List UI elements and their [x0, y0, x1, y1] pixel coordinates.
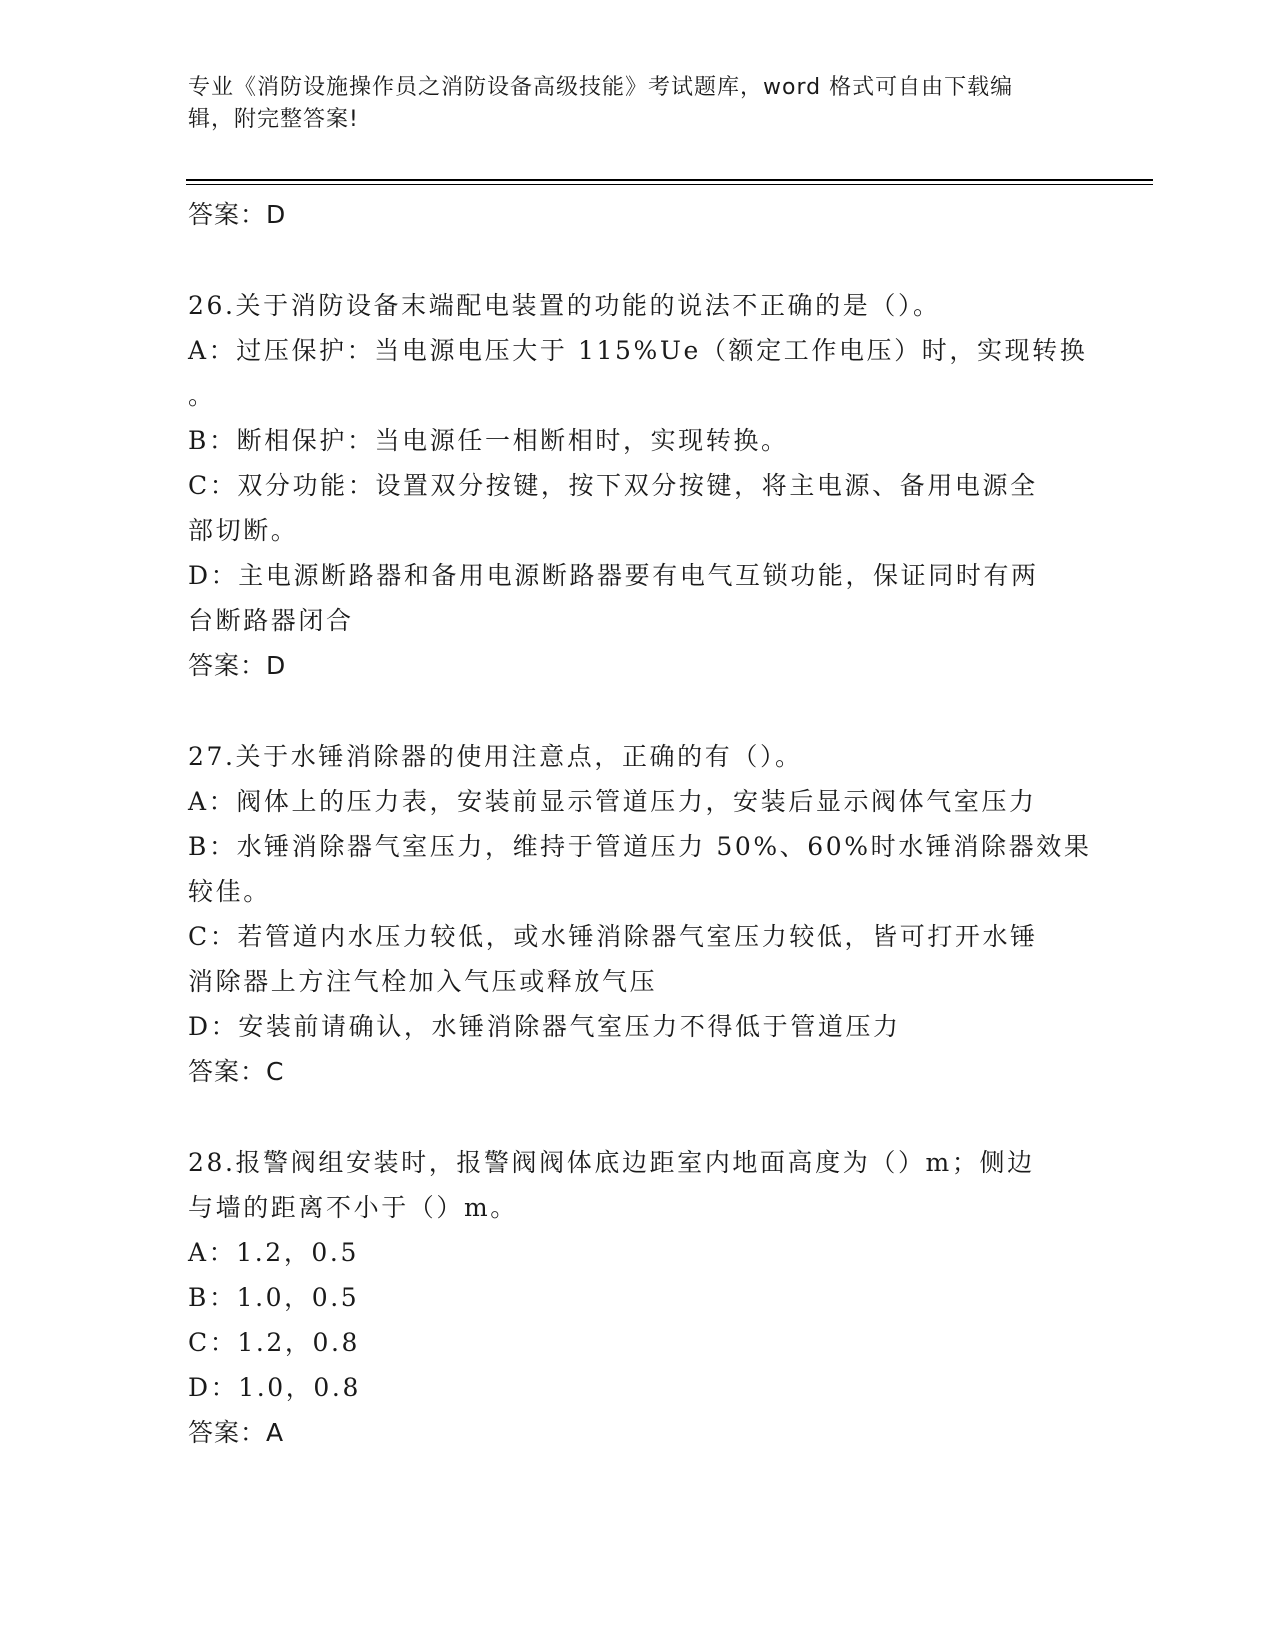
- question-26-option-c: C：双分功能：设置双分按键，按下双分按键，将主电源、备用电源全: [188, 471, 1038, 500]
- question-27-answer: 答案：C: [188, 1057, 285, 1086]
- header-divider-thin: [186, 184, 1153, 185]
- question-26-option-c-cont: 部切断。: [188, 516, 299, 545]
- question-26-option-d: D：主电源断路器和备用电源断路器要有电气互锁功能，保证同时有两: [188, 561, 1039, 590]
- header-divider-thick: [186, 179, 1153, 181]
- question-26-option-d-cont: 台断路器闭合: [188, 606, 354, 635]
- question-27-option-c: C：若管道内水压力较低，或水锤消除器气室压力较低，皆可打开水锤: [188, 922, 1038, 951]
- previous-answer: 答案：D: [188, 200, 287, 229]
- question-27-option-c-cont: 消除器上方注气栓加入气压或释放气压: [188, 967, 658, 996]
- question-26: [188, 283, 1088, 688]
- question-26-option-a-cont: 。: [188, 381, 216, 410]
- header-line-2: 辑，附完整答案!: [188, 107, 359, 132]
- question-27-option-b: B：水锤消除器气室压力，维持于管道压力 50%、60%时水锤消除器效果: [188, 832, 1092, 861]
- question-26-answer: 答案：D: [188, 651, 287, 680]
- question-28-option-b: B：1.0，0.5: [188, 1283, 360, 1312]
- question-26-stem: 26.关于消防设备末端配电装置的功能的说法不正确的是（）。: [188, 291, 941, 320]
- question-28: [188, 1140, 1088, 1455]
- question-28-option-d: D：1.0，0.8: [188, 1373, 361, 1402]
- question-28-option-c: C：1.2，0.8: [188, 1328, 361, 1357]
- question-list: [188, 186, 1092, 1455]
- question-26-option-a: A：过压保护：当电源电压大于 115%Ue（额定工作电压）时，实现转换: [188, 336, 1088, 365]
- question-27: [188, 734, 1092, 1094]
- document-header: [188, 72, 1068, 136]
- question-27-option-b-cont: 较佳。: [188, 877, 271, 906]
- question-28-answer: 答案：A: [188, 1418, 285, 1447]
- question-27-stem: 27.关于水锤消除器的使用注意点，正确的有（）。: [188, 742, 803, 771]
- question-28-stem-cont: 与墙的距离不小于（）m。: [188, 1193, 518, 1222]
- question-27-option-a: A：阀体上的压力表，安装前显示管道压力，安装后显示阀体气室压力: [188, 787, 1037, 816]
- header-line-1: 专业《消防设施操作员之消防设备高级技能》考试题库，word 格式可自由下载编: [188, 75, 1014, 100]
- question-28-option-a: A：1.2，0.5: [188, 1238, 359, 1267]
- question-27-option-d: D：安装前请确认，水锤消除器气室压力不得低于管道压力: [188, 1012, 901, 1041]
- question-28-stem: 28.报警阀组安装时，报警阀阀体底边距室内地面高度为（）m；侧边: [188, 1148, 1035, 1177]
- question-26-option-b: B：断相保护：当电源任一相断相时，实现转换。: [188, 426, 789, 455]
